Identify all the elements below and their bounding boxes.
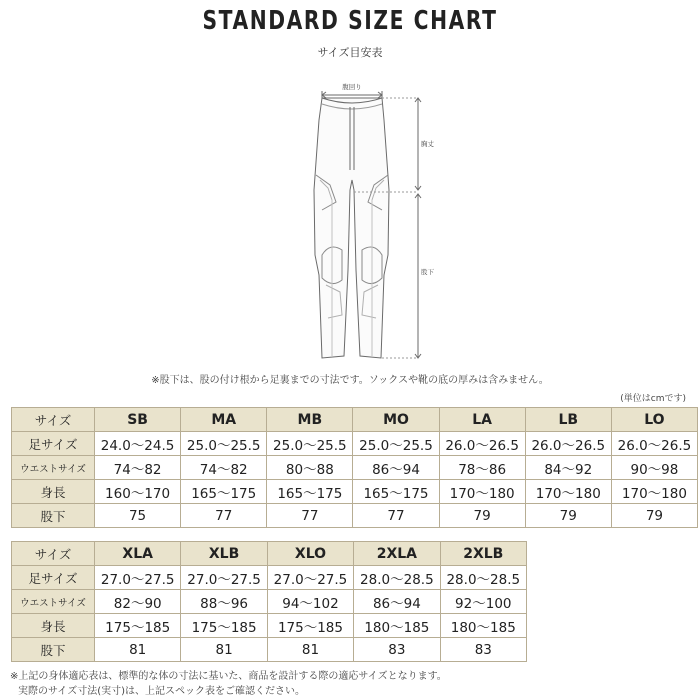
table-cell: 180～185 <box>440 614 526 638</box>
header-cell: XLO <box>267 542 353 566</box>
table-cell: 81 <box>95 638 181 662</box>
table-cell: 170～180 <box>611 480 697 504</box>
table-cell: 94～102 <box>267 590 353 614</box>
table-cell: 84～92 <box>525 456 611 480</box>
table-cell: 27.0～27.5 <box>181 566 267 590</box>
table-cell: 81 <box>267 638 353 662</box>
header-cell: 2XLB <box>440 542 526 566</box>
table-cell: 26.0～26.5 <box>439 432 525 456</box>
table-cell: 26.0～26.5 <box>525 432 611 456</box>
table-cell: 165～175 <box>181 480 267 504</box>
table-cell: 78～86 <box>439 456 525 480</box>
header-cell: LB <box>525 408 611 432</box>
table-cell: 24.0～24.5 <box>95 432 181 456</box>
row-label: 足サイズ <box>12 566 95 590</box>
table-header-row <box>12 408 698 432</box>
footnote-line-1: ※上記の身体適応表は、標準的な体の寸法に基いた、商品を設計する際の適応サイズとなります。 <box>10 671 447 682</box>
header-cell: LO <box>611 408 697 432</box>
table-cell: 81 <box>181 638 267 662</box>
table-cell: 175～185 <box>181 614 267 638</box>
table-cell: 175～185 <box>267 614 353 638</box>
table-row <box>12 456 698 480</box>
header-cell: サイズ <box>12 542 95 566</box>
table-cell: 86～94 <box>354 590 440 614</box>
table-cell: 79 <box>525 504 611 528</box>
table-cell: 75 <box>95 504 181 528</box>
table-cell: 180～185 <box>354 614 440 638</box>
row-label: 足サイズ <box>12 432 95 456</box>
table-cell: 77 <box>181 504 267 528</box>
table-row <box>12 504 698 528</box>
unit-label: (単位はcmです) <box>620 394 686 404</box>
table-cell: 80～88 <box>267 456 353 480</box>
row-label: 股下 <box>12 638 95 662</box>
table-cell: 79 <box>439 504 525 528</box>
table-cell: 28.0～28.5 <box>440 566 526 590</box>
row-label: ウエストサイズ <box>12 456 95 480</box>
inseam-label: 股下 <box>421 268 434 276</box>
table-row <box>12 480 698 504</box>
table-cell: 77 <box>267 504 353 528</box>
row-label: 股下 <box>12 504 95 528</box>
table-row <box>12 432 698 456</box>
table-cell: 25.0～25.5 <box>353 432 439 456</box>
header-cell: LA <box>439 408 525 432</box>
table-cell: 27.0～27.5 <box>267 566 353 590</box>
header-cell: XLA <box>95 542 181 566</box>
table-cell: 160～170 <box>95 480 181 504</box>
table-cell: 74～82 <box>95 456 181 480</box>
footnote-line-2: 実際のサイズ寸法(実寸)は、上記スペック表をご確認ください。 <box>18 686 306 697</box>
table-cell: 175～185 <box>95 614 181 638</box>
header-cell: MA <box>181 408 267 432</box>
table-cell: 165～175 <box>267 480 353 504</box>
table-row <box>12 638 527 662</box>
table-cell: 86～94 <box>353 456 439 480</box>
table-cell: 82～90 <box>95 590 181 614</box>
table-row <box>12 590 527 614</box>
page-title: STANDARD SIZE CHART <box>202 6 498 36</box>
wader-diagram <box>270 80 440 365</box>
size-table-2 <box>11 541 527 662</box>
table-row <box>12 614 527 638</box>
table-cell: 88～96 <box>181 590 267 614</box>
table-cell: 25.0～25.5 <box>267 432 353 456</box>
table-cell: 74～82 <box>181 456 267 480</box>
table-row <box>12 566 527 590</box>
table-cell: 83 <box>354 638 440 662</box>
table-cell: 90～98 <box>611 456 697 480</box>
inseam-note: ※股下は、股の付け根から足裏までの寸法です。ソックスや靴の底の厚みは含みません。 <box>151 375 549 386</box>
header-cell: XLB <box>181 542 267 566</box>
row-label: ウエストサイズ <box>12 590 95 614</box>
table-cell: 77 <box>353 504 439 528</box>
row-label: 身長 <box>12 480 95 504</box>
table-cell: 27.0～27.5 <box>95 566 181 590</box>
table-cell: 25.0～25.5 <box>181 432 267 456</box>
row-label: 身長 <box>12 614 95 638</box>
table-cell: 170～180 <box>439 480 525 504</box>
table-cell: 83 <box>440 638 526 662</box>
header-cell: MO <box>353 408 439 432</box>
table-cell: 79 <box>611 504 697 528</box>
table-cell: 28.0～28.5 <box>354 566 440 590</box>
size-table-1 <box>11 407 698 528</box>
page-subtitle: サイズ目安表 <box>317 46 383 59</box>
header-cell: 2XLA <box>354 542 440 566</box>
table-cell: 170～180 <box>525 480 611 504</box>
chest-label: 胸丈 <box>421 140 434 148</box>
header-cell: SB <box>95 408 181 432</box>
waist-label: 腹回り <box>342 83 362 91</box>
table-cell: 92～100 <box>440 590 526 614</box>
table-cell: 26.0～26.5 <box>611 432 697 456</box>
header-cell: MB <box>267 408 353 432</box>
table-header-row <box>12 542 527 566</box>
header-cell: サイズ <box>12 408 95 432</box>
table-cell: 165～175 <box>353 480 439 504</box>
